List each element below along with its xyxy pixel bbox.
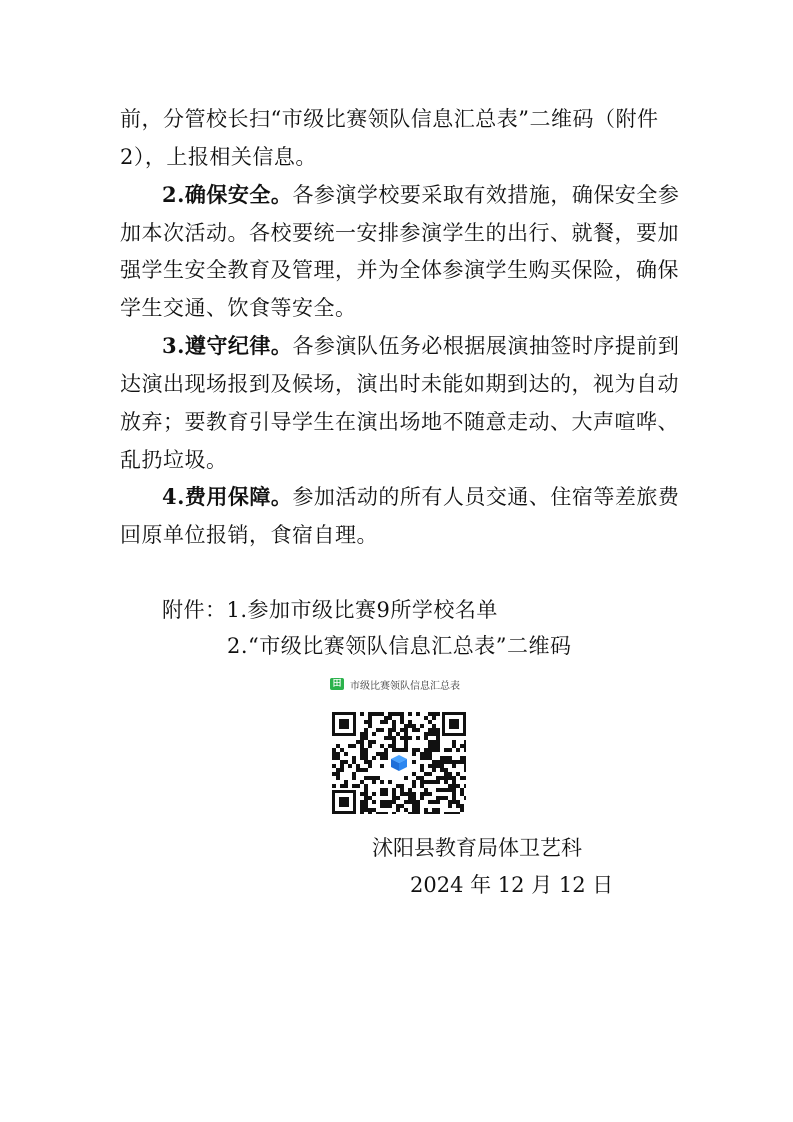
- paragraph-line: 乱扔垃圾。: [120, 448, 228, 472]
- item-2-line: [162, 180, 679, 210]
- paragraph-line: 学生交通、饮食等安全。: [120, 296, 357, 320]
- item-4-text: 参加活动的所有人员交通、住宿等差旅费: [292, 485, 680, 509]
- item-4-title: 4.费用保障。: [162, 484, 293, 509]
- item-3-line: [162, 331, 679, 361]
- signature-date: 2024 年 12 月 12 日: [410, 873, 614, 897]
- paragraph-line: 前，分管校长扫“市级比赛领队信息汇总表”二维码（附件: [120, 107, 659, 131]
- attachment-item-2: 2.“市级比赛领队信息汇总表”二维码: [227, 634, 572, 658]
- paragraph-line: 达演出现场报到及候场，演出时未能如期到达的，视为自动: [120, 372, 679, 396]
- paragraph-line: 强学生安全教育及管理，并为全体参演学生购买保险，确保: [120, 258, 679, 282]
- item-3-text: 各参演队伍务必根据展演抽签时序提前到: [292, 334, 680, 358]
- item-2-text: 各参演学校要采取有效措施，确保安全参: [292, 183, 680, 207]
- paragraph-line: 回原单位报销，食宿自理。: [120, 523, 378, 547]
- qr-header: [330, 676, 460, 692]
- attachments-label: 附件：: [162, 598, 227, 622]
- signature-org: 沭阳县教育局体卫艺科: [372, 836, 582, 860]
- item-4-line: [162, 482, 679, 512]
- qr-title: 市级比赛领队信息汇总表: [350, 680, 460, 692]
- attachments-line-1: [162, 595, 498, 625]
- paragraph-line: 加本次活动。各校要统一安排参演学生的出行、就餐，要加: [120, 221, 679, 245]
- item-2-title: 2.确保安全。: [162, 182, 293, 207]
- item-3-title: 3.遵守纪律。: [162, 333, 293, 358]
- attachment-item-1: 1.参加市级比赛9所学校名单: [226, 598, 498, 622]
- qr-code[interactable]: [332, 712, 466, 814]
- spreadsheet-icon: 田: [330, 678, 344, 690]
- paragraph-line: 放弃；要教育引导学生在演出场地不随意走动、大声喧哗、: [120, 410, 679, 434]
- paragraph-line: 2），上报相关信息。: [120, 145, 317, 169]
